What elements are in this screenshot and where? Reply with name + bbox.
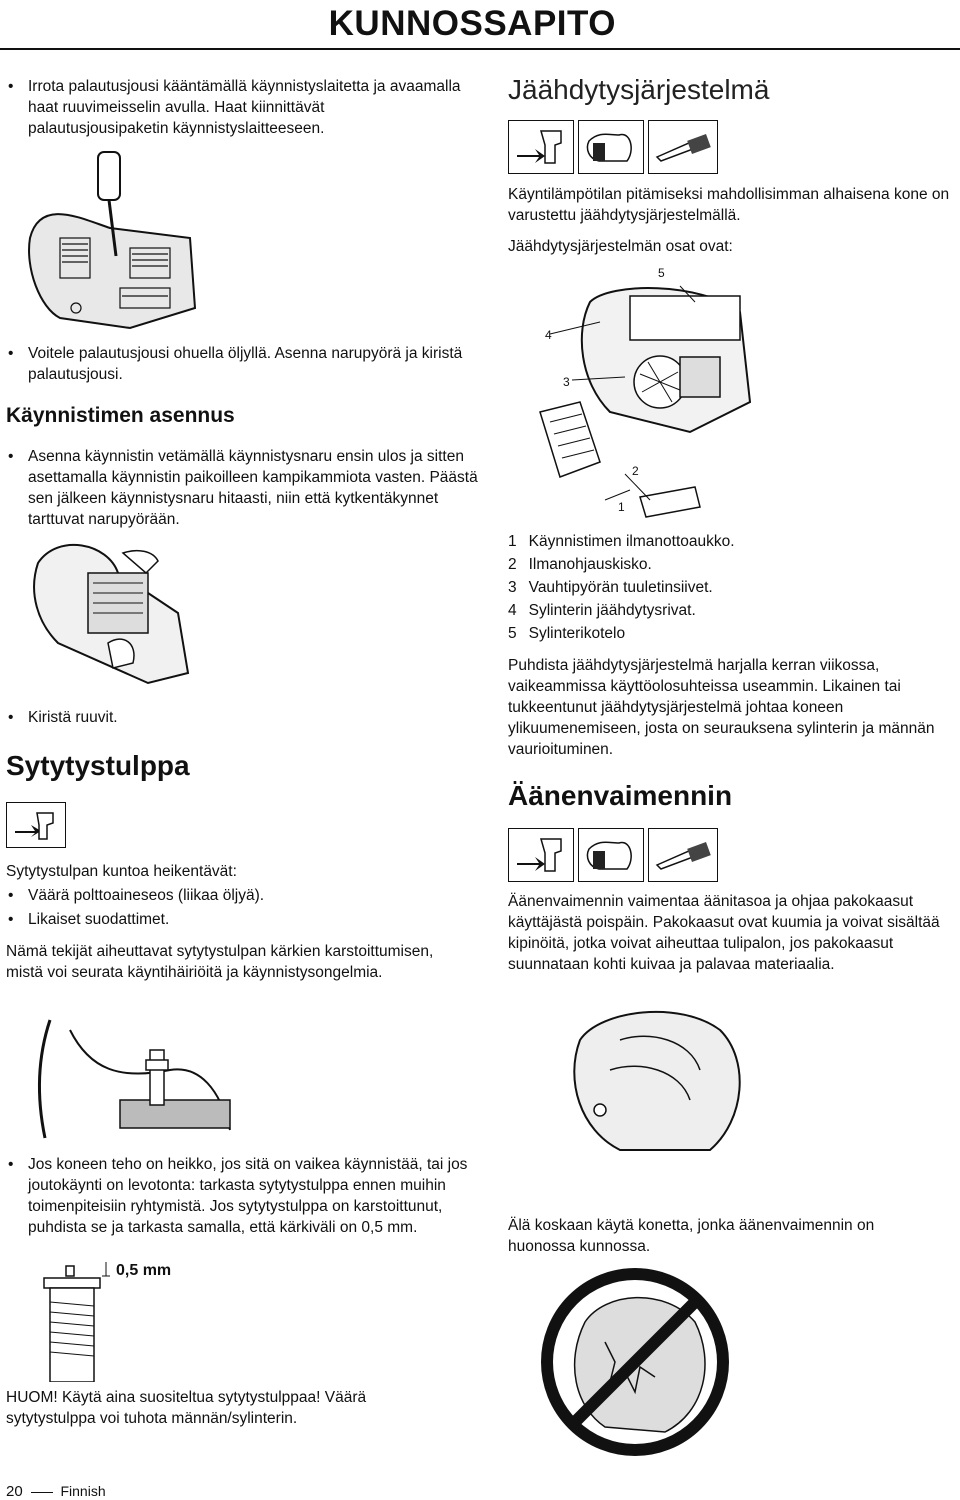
glove-icon [578,828,644,882]
callout-4: 4 [545,328,552,342]
spark-heading: Sytytystulppa [6,750,190,781]
tool-icon-box [508,120,574,174]
glove-icon [578,120,644,174]
cooling-parts-intro: Jäähdytysjärjestelmän osat ovat: [508,238,733,255]
callout-1: 1 [618,500,625,514]
starter-cover-illustration [20,138,220,338]
footer-dash [31,1492,53,1494]
list-item: 3 Vauhtipyörän tuuletinsiivet. [508,579,713,596]
spark-plug-check-illustration [30,1010,250,1140]
note: HUOM! Käytä aina suositeltua sytytystulppaa! Väärä sytytystulppa voi tuhota männän/sylinterin. [6,1389,367,1427]
cooling-clean: Puhdista jäähdytysjärjestelmä harjalla kerran viikossa, vaikeammissa käyttöolosuhteissa useammin. Likainen tai tukkeentunut jäähdytysjärjestelmä johtaa koneen ylikuumenemiseen, josta on seurauksena sylinterin ja männän vaurioituminen. [508,657,935,758]
brush-icon [648,828,718,882]
cooling-system-illustration [520,262,760,527]
tool-icon-box [508,828,574,882]
muffler-warning: Älä koskaan käytä konetta, jonka äänenvaimennin on huonossa kunnossa. [508,1217,875,1255]
brush-icon [648,120,718,174]
spark-paragraph: Nämä tekijät aiheuttavat sytytystulpan kärkien karstoittumisen, mistä voi seurata käyntihäiriöitä ja käynnistysongelmia. [6,943,434,981]
header-rule [0,48,960,50]
page-number: 20 [6,1483,23,1500]
starter-heading: Käynnistimen asennus [6,404,235,427]
tool-icon-box [6,802,66,848]
muffler-illustration [560,1000,760,1160]
muffler-heading: Äänenvaimennin [508,780,733,811]
bullet-release-spring: • Irrota palautusjousi kääntämällä käynnistyslaitetta ja avaamalla haat ruuvimeisselin avulla. Haat kiinnittävät palautusjousipaketin käynnistyslaitteeseen. [6,76,468,139]
list-item: 4 Sylinterin jäähdytysrivat. [508,602,696,619]
callout-5: 5 [658,266,665,280]
page-footer [6,1483,106,1500]
gap-label: 0,5 mm [116,1262,172,1279]
list-item: 2 Ilmanohjauskisko. [508,556,652,573]
bullet-tighten: • Kiristä ruuvit. [6,707,118,728]
bullet-lubricate: • Voitele palautusjousi ohuella öljyllä. Asenna narupyörä ja kiristä palautusjousi. [6,343,488,385]
prohibited-muffler-illustration [535,1262,735,1462]
parts-list [508,531,735,646]
spark-bullet-1: • Väärä polttoaineseos (liikaa öljyä). [6,885,264,906]
spark-intro: Sytytystulpan kuntoa heikentävät: [6,863,237,880]
bullet-starter-install: • Asenna käynnistin vetämällä käynnistysnaru ensin ulos ja sitten asettamalla käynnistin paikoilleen kampikammiota vasten. Päästä sen jälkeen käynnistysnaru hitaasti, niin että kytkentäkynnet tarttuvat narupyörään. [6,446,478,530]
muffler-text: Äänenvaimennin vaimentaa äänitasoa ja ohjaa pakokaasut käyttäjästä poispäin. Pakokaasut ovat kuumia ja voivat sisältää kipinöitä, jotka voivat aiheuttaa tulipalon, jos pakokaasut suunnataan kohti kuivaa ja palavaa materiaalia. [508,893,940,973]
cooling-heading: Jäähdytysjärjestelmä [508,74,770,105]
spark-gap-illustration [30,1262,120,1382]
spark-bullet-2: • Likaiset suodattimet. [6,909,169,930]
list-item: 1 Käynnistimen ilmanottoaukko. [508,533,735,550]
callout-2: 2 [632,464,639,478]
cooling-intro: Käyntilämpötilan pitämiseksi mahdollisimman alhaisena kone on varustettu jäähdytysjärjestelmällä. [508,186,950,224]
starter-install-illustration [28,533,198,693]
bullet-weak-power: • Jos koneen teho on heikko, jos sitä on vaikea käynnistää, tai jos joutokäynti on levotonta: tarkasta sytytystulppa ennen muihin toimenpiteisiin ryhtymistä. Jos sytytystulppa on karstoittunut, puhdista se ja tarkasta samalla, että kärkiväli on 0,5 mm. [6,1154,474,1238]
footer-language: Finnish [60,1483,106,1499]
list-item: 5 Sylinterikotelo [508,625,626,642]
callout-3: 3 [563,375,570,389]
page-title: KUNNOSSAPITO [328,4,616,43]
